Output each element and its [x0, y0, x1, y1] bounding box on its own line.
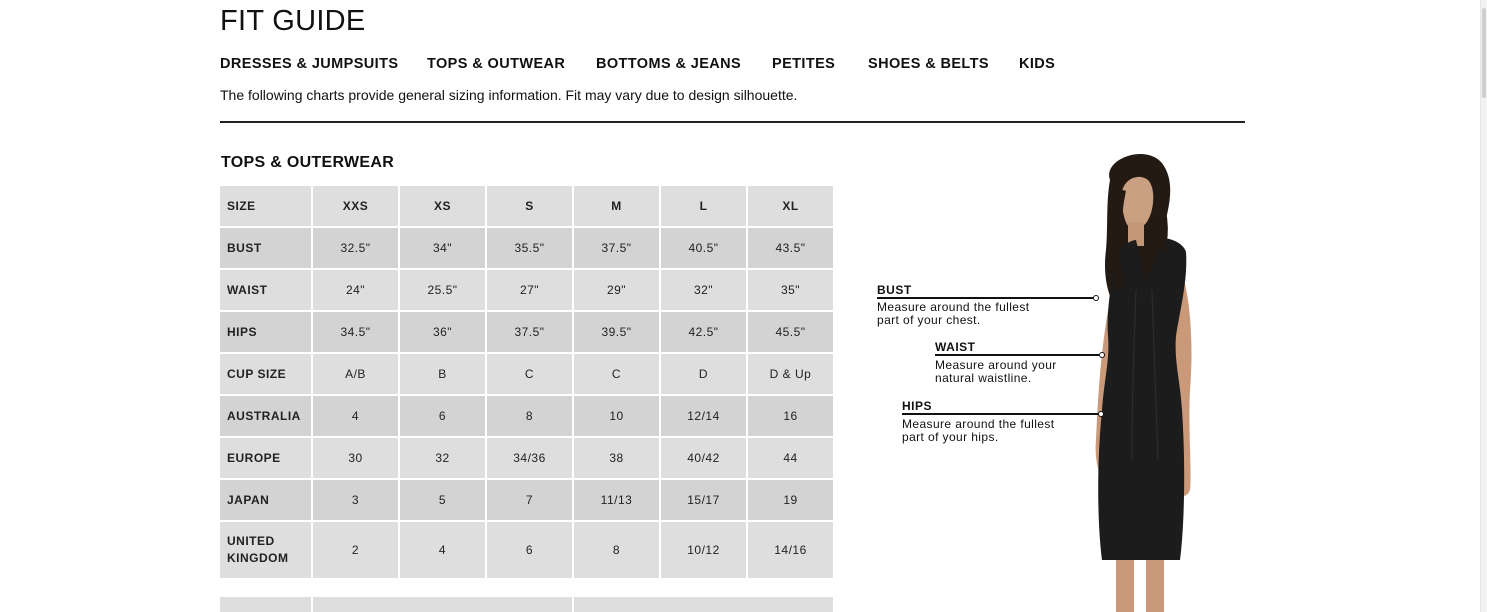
- table-cell: 45.5": [748, 312, 833, 352]
- waist-label: WAIST: [935, 340, 976, 354]
- hips-description-line1: Measure around the fullest: [902, 417, 1055, 431]
- tab-shoes-belts[interactable]: SHOES & BELTS: [868, 56, 989, 72]
- table-cell: A/B: [313, 354, 398, 394]
- table-cell: 27": [487, 270, 572, 310]
- hips-pointer-line: [902, 413, 1098, 415]
- table-cell: 4: [313, 396, 398, 436]
- table-cell: 32: [400, 438, 485, 478]
- header-cell: M: [574, 186, 659, 226]
- table-row: [220, 270, 833, 310]
- size-table: [218, 184, 835, 580]
- table-cell: 38: [574, 438, 659, 478]
- row-label: HIPS: [220, 312, 311, 352]
- row-label: UNITED KINGDOM: [220, 522, 311, 578]
- intro-text: The following charts provide general sizing information. Fit may vary due to design silhouette.: [220, 87, 798, 103]
- table-cell: 4: [400, 522, 485, 578]
- table-cell: 5: [400, 480, 485, 520]
- table-row: [220, 522, 833, 578]
- next-table-cell: [313, 597, 572, 612]
- table-cell: 6: [487, 522, 572, 578]
- table-cell: 34.5": [313, 312, 398, 352]
- bust-pointer-line: [877, 297, 1093, 299]
- table-cell: 6: [400, 396, 485, 436]
- table-row: [220, 354, 833, 394]
- waist-description-line1: Measure around your: [935, 358, 1057, 372]
- table-row: [220, 480, 833, 520]
- tab-tops-outwear[interactable]: TOPS & OUTWEAR: [427, 56, 566, 72]
- table-cell: D & Up: [748, 354, 833, 394]
- vertical-scrollbar[interactable]: [1480, 0, 1487, 612]
- table-header-row: [220, 186, 833, 226]
- table-cell: 10/12: [661, 522, 746, 578]
- table-cell: 7: [487, 480, 572, 520]
- tab-petites[interactable]: PETITES: [772, 56, 836, 72]
- table-cell: 35": [748, 270, 833, 310]
- table-cell: 32.5": [313, 228, 398, 268]
- table-row: [220, 312, 833, 352]
- row-label: JAPAN: [220, 480, 311, 520]
- table-cell: 19: [748, 480, 833, 520]
- tab-kids[interactable]: KIDS: [1019, 56, 1056, 72]
- table-cell: 14/16: [748, 522, 833, 578]
- bust-description-line1: Measure around the fullest: [877, 300, 1030, 314]
- table-cell: B: [400, 354, 485, 394]
- table-cell: 10: [574, 396, 659, 436]
- row-label: BUST: [220, 228, 311, 268]
- table-cell: 15/17: [661, 480, 746, 520]
- table-cell: 3: [313, 480, 398, 520]
- header-cell: S: [487, 186, 572, 226]
- table-cell: 25.5": [400, 270, 485, 310]
- bust-pointer-dot: [1093, 295, 1099, 301]
- table-cell: 8: [574, 522, 659, 578]
- table-row: [220, 396, 833, 436]
- table-cell: 37.5": [574, 228, 659, 268]
- table-cell: 32": [661, 270, 746, 310]
- table-cell: C: [574, 354, 659, 394]
- table-cell: 16: [748, 396, 833, 436]
- table-cell: 12/14: [661, 396, 746, 436]
- divider: [220, 121, 1245, 123]
- tab-bottoms-jeans[interactable]: BOTTOMS & JEANS: [596, 56, 742, 72]
- bust-description-line2: part of your chest.: [877, 313, 981, 327]
- table-cell: 39.5": [574, 312, 659, 352]
- header-cell: L: [661, 186, 746, 226]
- page-title: FIT GUIDE: [220, 5, 366, 37]
- section-title: TOPS & OUTERWEAR: [221, 154, 395, 171]
- table-cell: 30: [313, 438, 398, 478]
- header-cell: SIZE: [220, 186, 311, 226]
- row-label: WAIST: [220, 270, 311, 310]
- hips-pointer-dot: [1098, 411, 1104, 417]
- header-cell: XS: [400, 186, 485, 226]
- table-cell: 42.5": [661, 312, 746, 352]
- table-cell: C: [487, 354, 572, 394]
- row-label: EUROPE: [220, 438, 311, 478]
- table-cell: 44: [748, 438, 833, 478]
- table-cell: 8: [487, 396, 572, 436]
- header-cell: XXS: [313, 186, 398, 226]
- table-cell: 40.5": [661, 228, 746, 268]
- hips-label: HIPS: [902, 399, 933, 413]
- model-figure-image: [1040, 140, 1240, 612]
- table-cell: 2: [313, 522, 398, 578]
- table-cell: 35.5": [487, 228, 572, 268]
- next-table-header: [220, 597, 833, 612]
- header-cell: XL: [748, 186, 833, 226]
- hips-description-line2: part of your hips.: [902, 430, 999, 444]
- row-label: CUP SIZE: [220, 354, 311, 394]
- waist-description-line2: natural waistline.: [935, 371, 1032, 385]
- table-cell: D: [661, 354, 746, 394]
- table-cell: 40/42: [661, 438, 746, 478]
- table-cell: 36": [400, 312, 485, 352]
- scrollbar-thumb[interactable]: [1482, 8, 1486, 98]
- waist-pointer-line: [935, 354, 1099, 356]
- table-cell: 43.5": [748, 228, 833, 268]
- tab-dresses-jumpsuits[interactable]: DRESSES & JUMPSUITS: [220, 56, 399, 72]
- table-cell: 34/36: [487, 438, 572, 478]
- table-cell: 29": [574, 270, 659, 310]
- waist-pointer-dot: [1099, 352, 1105, 358]
- table-cell: 24": [313, 270, 398, 310]
- table-cell: 34": [400, 228, 485, 268]
- table-row: [220, 228, 833, 268]
- row-label: AUSTRALIA: [220, 396, 311, 436]
- table-row: [220, 438, 833, 478]
- bust-label: BUST: [877, 283, 912, 297]
- next-table-cell: [220, 597, 311, 612]
- table-cell: 11/13: [574, 480, 659, 520]
- next-table-cell: [574, 597, 833, 612]
- table-cell: 37.5": [487, 312, 572, 352]
